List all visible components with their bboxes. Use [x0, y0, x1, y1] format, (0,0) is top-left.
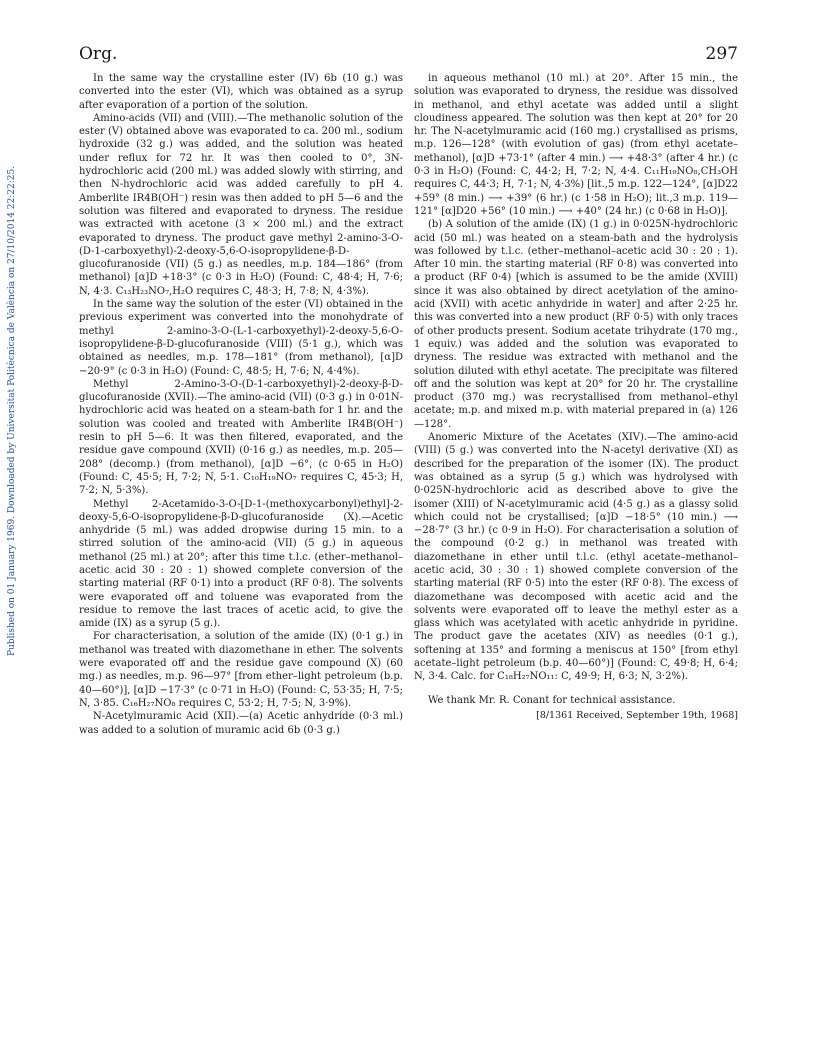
- paragraph: Amino-acids (VII) and (VIII).—The methanolic solution of the ester (V) obtained above was evaporated to ca. 200 ml., sodium hydroxide (32 g.) was added, and the solution was heated under reflux for 72 hr. It was then cooled to 0°, 3N-hydrochloric acid (200 ml.) was added slowly with stirring, and then N-hydrochloric acid was added carefully to pH 4. Amberlite IR4B(OH⁻) resin was then added to pH 5—6 and the solution was filtered and evaporated to dryness. The residue was extracted with acetone (3 × 200 ml.) and the extract evaporated to dryness. The product gave methyl 2-amino-3-O-(D-1-carboxyethyl)-2-deoxy-5,6-O-isopropylidene-β-D-glucofuranoside (VII) (5 g.) as needles, m.p. 184—186° (from methanol) [α]D +18·3° (c 0·3 in H₂O) (Found: C, 48·4; H, 7·6; N, 4·3. C₁₃H₂₃NO₇,H₂O requires C, 48·3; H, 7·8; N, 4·3%).: [79, 112, 403, 297]
- page-header: [79, 42, 738, 66]
- paragraph: (b) A solution of the amide (IX) (1 g.) in 0·025N-hydrochloric acid (50 ml.) was heated on a steam-bath and the hydrolysis was followed by t.l.c. (ether–methanol–acetic acid 30 : 20 : 1). After 10 min. the starting material (RF 0·8) was converted into a product (RF 0·4) [which is assumed to be the amide (XVIII) since it was also obtained by direct acetylation of the amino-acid (XVII) with acetic anhydride in water] and after 2·25 hr. this was converted into a new product (RF 0·5) with only traces of other products present. Sodium acetate trihydrate (170 mg., 1 equiv.) was added and the solution was evaporated to dryness. The residue was extracted with methanol and the solution diluted with ethyl acetate. The precipitate was filtered off and the solution was kept at 20° for 20 hr. The crystalline product (370 mg.) was recrystallised from methanol–ethyl acetate; m.p. and mixed m.p. with material prepared in (a) 126—128°.: [414, 219, 738, 430]
- received-date: [8/1361 Received, September 19th, 1968]: [536, 709, 738, 721]
- acknowledgement: We thank Mr. R. Conant for technical assistance.: [428, 694, 676, 706]
- paragraph: In the same way the crystalline ester (IV) 6b (10 g.) was converted into the ester (VI), which was obtained as a syrup after evaporation of a portion of the solution.: [79, 73, 403, 111]
- paragraph: in aqueous methanol (10 ml.) at 20°. After 15 min., the solution was evaporated to dryness, the residue was dissolved in methanol, and ethyl acetate was added until a slight cloudiness appeared. The solution was then kept at 20° for 20 hr. The N-acetylmuramic acid (160 mg.) crystallised as prisms, m.p. 126—128° (with evolution of gas) (from ethyl acetate–methanol), [α]D +73·1° (after 4 min.) ⟶ +48·3° (after 4 hr.) (c 0·3 in H₂O) (Found: C, 44·2; H, 7·2; N, 4·4. C₁₁H₁₉NO₈,CH₃OH requires C, 44·3; H, 7·1; N, 4·3%) [lit.,5 m.p. 122—124°, [α]D22 +59° (8 min.) ⟶ +39° (6 hr.) (c 1·58 in H₂O); lit.,3 m.p. 119—121° [α]D20 +56° (10 min.) ⟶ +40° (24 hr.) (c 0·68 in H₂O)].: [414, 73, 738, 217]
- journal-name: Org.: [79, 44, 118, 64]
- paragraph: N-Acetylmuramic Acid (XII).—(a) Acetic anhydride (0·3 ml.) was added to a solution of muramic acid 6b (0·3 g.): [79, 711, 403, 736]
- paragraph: For characterisation, a solution of the amide (IX) (0·1 g.) in methanol was treated with diazomethane in ether. The solvents were evaporated off and the residue gave compound (X) (60 mg.) as needles, m.p. 96—97° [from ether–light petroleum (b.p. 40—60°)], [α]D −17·3° (c 0·71 in H₂O) (Found: C, 53·35; H, 7·5; N, 3·85. C₁₆H₂₇NO₈ requires C, 53·2; H, 7·5; N, 3·9%).: [79, 631, 403, 709]
- paragraph: Methyl 2-Amino-3-O-(D-1-carboxyethyl)-2-deoxy-β-D-glucofuranoside (XVII).—The amino-acid (VII) (0·3 g.) in 0·01N-hydrochloric acid was heated on a steam-bath for 1 hr. and the solution was cooled and treated with Amberlite IR4B(OH⁻) resin to pH 5—6. It was then filtered, evaporated, and the residue gave compound (XVII) (0·16 g.) as needles, m.p. 205—208° (decomp.) (from methanol), [α]D −6°, (c 0·65 in H₂O) (Found: C, 45·5; H, 7·2; N, 5·1. C₁₀H₁₉NO₇ requires C, 45·3; H, 7·2; N, 5·3%).: [79, 378, 403, 497]
- paragraph: Methyl 2-Acetamido-3-O-[D-1-(methoxycarbonyl)ethyl]-2-deoxy-5,6-O-isopropylidene-β-D-glucofuranoside (X).—Acetic anhydride (5 ml.) was added dropwise during 15 min. to a stirred solution of the amino-acid (VII) (5 g.) in aqueous methanol (25 ml.) at 20°; after this time t.l.c. (ether–methanol–acetic acid 30 : 20 : 1) showed complete conversion of the starting material (RF 0·1) into a product (RF 0·8). The solvents were evaporated off and toluene was evaporated from the residue to remove the last traces of acetic acid, to give the amide (IX) as a syrup (5 g.).: [79, 498, 403, 630]
- page-number: 297: [705, 44, 738, 64]
- left-column: [79, 72, 403, 737]
- right-column: [414, 72, 738, 722]
- paragraph: In the same way the solution of the ester (VI) obtained in the previous experiment was converted into the monohydrate of methyl 2-amino-3-O-(L-1-carboxyethyl)-2-deoxy-5,6-O-isopropylidene-β-D-glucofuranoside (VIII) (5·1 g.), which was obtained as needles, m.p. 178—181° (from methanol), [α]D −20·9° (c 0·3 in H₂O) (Found: C, 48·5; H, 7·6; N, 4·4%).: [79, 299, 403, 377]
- paragraph: Anomeric Mixture of the Acetates (XIV).—The amino-acid (VIII) (5 g.) was converted into the N-acetyl derivative (XI) as described for the preparation of the isomer (IX). The product was obtained as a syrup (5 g.) which was hydrolysed with 0·025N-hydrochloric acid as described above to give the isomer (XIII) of N-acetylmuramic acid (4·5 g.) as a glassy solid which could not be crystallised; [α]D −18·5° (10 min.) ⟶ −28·7° (3 hr.) (c 0·9 in H₂O). For characterisation a solution of the compound (0·2 g.) in methanol was treated with diazomethane in ether until t.l.c. (ethyl acetate–methanol–acetic acid, 30 : 30 : 1) showed complete conversion of the starting material (RF 0·5) into the ester (RF 0·8). The excess of diazomethane was decomposed with acetic acid and the solvents were evaporated off to leave the methyl ester as a glass which was acetylated with acetic anhydride in pyridine. The product gave the acetates (XIV) as needles (0·1 g.), softening at 135° and forming a meniscus at 150° [from ethyl acetate–light petroleum (b.p. 40—60°)] (Found: C, 49·8; H, 6·4; N, 3·4. Calc. for C₁₈H₂₇NO₁₁: C, 49·9; H, 6·3; N, 3·2%).: [414, 432, 738, 683]
- download-watermark: Published on 01 January 1969. Downloaded by Universitat Politècnica de València on 27/10/2014 22:22:25.: [7, 165, 17, 656]
